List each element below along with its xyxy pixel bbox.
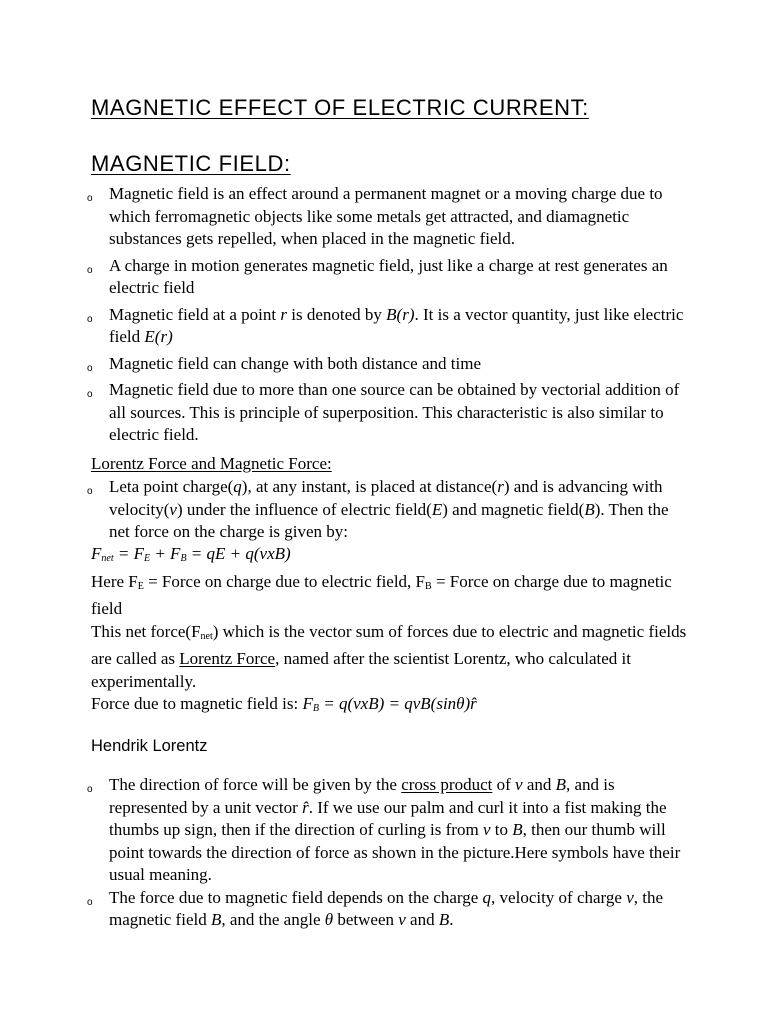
bullet-text: The force due to magnetic field depends on the charge q, velocity of charge v, the magnetic field B, and the angle θ between v and B. <box>109 887 664 929</box>
bullet-marker: o <box>87 264 93 276</box>
lorentz-force-link[interactable]: Lorentz Force <box>179 649 276 668</box>
list-item <box>0 353 689 376</box>
list-item <box>0 476 689 544</box>
list-item <box>0 304 689 349</box>
bullet-text: Magnetic field can change with both distance and time <box>109 353 481 373</box>
variable-B-r: B(r) <box>386 304 415 324</box>
bullet-text: A charge in motion generates magnetic field, just like a charge at rest generates an electric field <box>109 255 668 297</box>
bullet-marker: o <box>87 486 93 497</box>
bullet-marker: o <box>87 193 93 204</box>
list-item <box>0 255 689 300</box>
list-item <box>0 379 689 447</box>
force-definitions: Here $F_E$ = Force on charge due to electric field, $F_B$ = Force on charge due to magnetic field <box>91 571 672 618</box>
section-heading-magnetic-field: MAGNETIC FIELD: <box>91 151 291 176</box>
direction-bullet-list <box>0 774 700 936</box>
bullet-text: The direction of force will be given by the cross product of v and B, and is represented by a unit vector r̂. If we use our palm and curl it into a fist making the thumbs up sign, then if the direction of curling is from v to B, then our thumb will point towards the direction of force as shown in the picture.Here symbols have their usual meaning. <box>109 775 681 884</box>
list-item <box>0 774 689 887</box>
cross-product-link[interactable]: cross product <box>401 775 493 794</box>
list-item <box>0 183 689 251</box>
document-title: MAGNETIC EFFECT OF ELECTRIC CURRENT: <box>91 95 589 120</box>
bullet-marker: o <box>87 313 93 325</box>
bullet-marker: o <box>87 784 93 795</box>
lorentz-heading <box>91 453 691 476</box>
list-item <box>0 887 689 932</box>
bullet-text: Magnetic field at a point r is denoted by B(r). It is a vector quantity, just like electric field E(r) <box>109 304 684 346</box>
bullet-text: Magnetic field due to more than one source can be obtained by vectorial addition of all sources. This is principle of superposition. This characteristic is also similar to electric field. <box>109 380 680 444</box>
variable-r: r <box>280 304 287 324</box>
lorentz-heading-text: Lorentz Force and Magnetic Force: <box>91 454 332 473</box>
net-force-equation: $F_{net} = F_E + F_B$ = qE + q(vxB) <box>91 544 291 564</box>
bullet-marker: o <box>87 896 93 908</box>
bullet-text: Magnetic field is an effect around a permanent magnet or a moving charge due to which ferromagnetic objects like some metals get attracted, and diamagnetic substances gets repelled, when placed in the magnetic field. <box>109 184 663 248</box>
lorentz-bullet-list <box>0 476 700 548</box>
magnetic-field-bullet-list <box>0 183 700 451</box>
image-caption: Hendrik Lorentz <box>91 737 208 755</box>
bullet-marker: o <box>87 362 93 374</box>
lorentz-paragraphs <box>91 543 701 721</box>
net-force-description: This net $force(F_{net})$ which is the vector sum of forces due to electric and magnetic fields are called as Lorentz Force, named after the scientist Lorentz, who calculated it experimentally. <box>91 621 687 691</box>
bullet-text: Leta point charge(q), at any instant, is placed at distance(r) and is advancing with velocity(v) under the influence of electric field(E) and magnetic field(B). Then the net force on the charge is given by: <box>109 477 669 541</box>
magnetic-force-equation: Force due to magnetic field is: $F_B = q(vxB)$ = qvB(sinθ)r̂ <box>91 694 477 714</box>
variable-E-r: E(r) <box>144 327 173 346</box>
bullet-marker: o <box>87 389 93 400</box>
